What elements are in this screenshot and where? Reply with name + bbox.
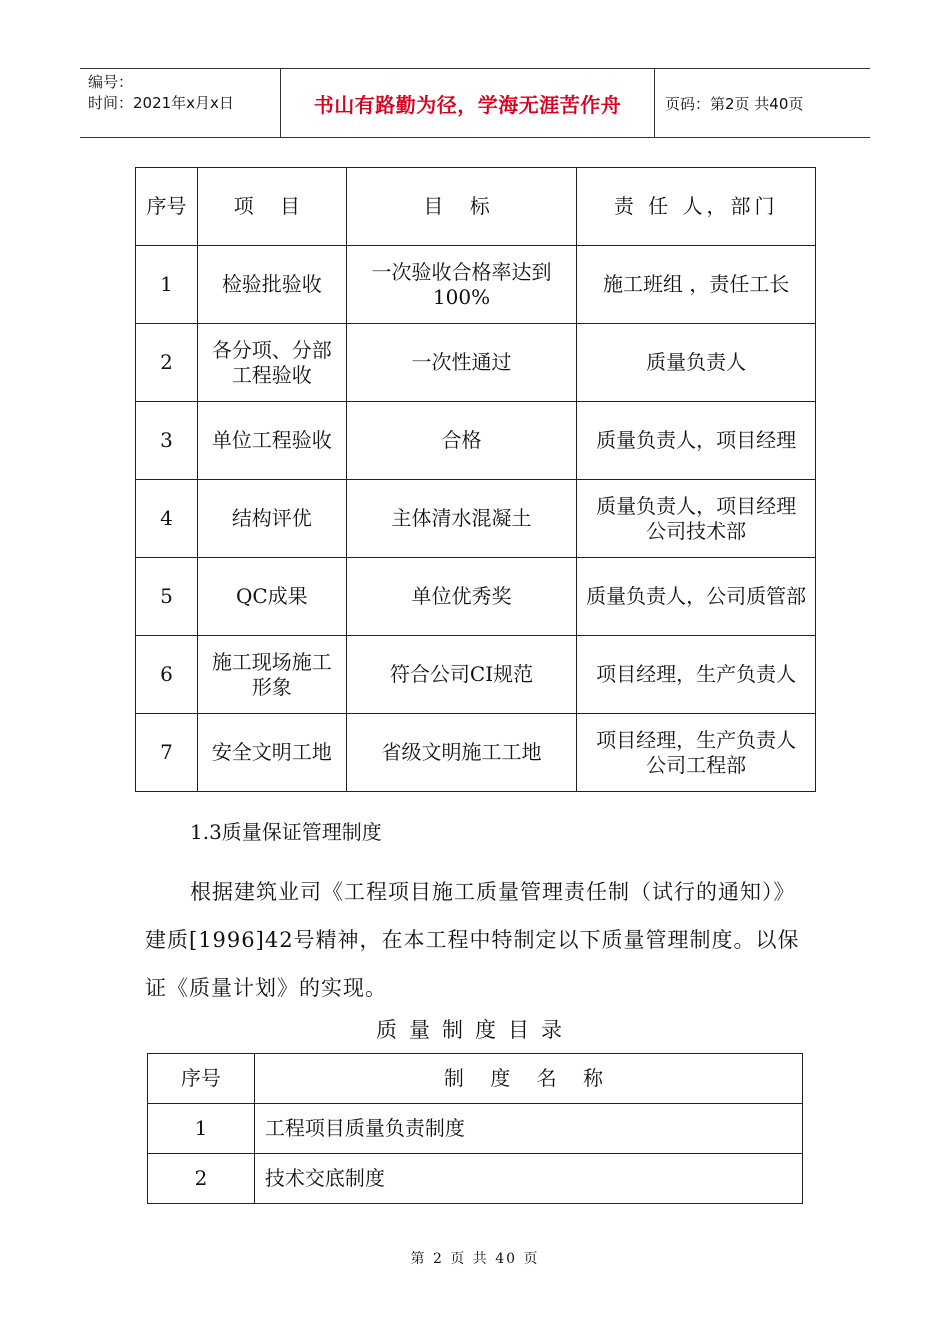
cell-name: 工程项目质量负责制度: [254, 1104, 802, 1154]
cell-item: 安全文明工地: [197, 714, 346, 792]
cell-owner: [577, 480, 816, 558]
cell-item: QC成果: [197, 558, 346, 636]
cell-item: 单位工程验收: [197, 402, 346, 480]
cell-owner: 质量负责人，公司质管部: [577, 558, 816, 636]
header-cell-item: 项 目: [197, 168, 346, 246]
cell-no: 5: [136, 558, 198, 636]
cell-item: 结构评优: [197, 480, 346, 558]
cell-owner: 质量负责人: [577, 324, 816, 402]
cell-target: 主体清水混凝土: [346, 480, 577, 558]
cell-no: 4: [136, 480, 198, 558]
cell-target: 合格: [346, 402, 577, 480]
cell-item: 检验批验收: [197, 246, 346, 324]
cell-no: 6: [136, 636, 198, 714]
header-cell-no: 序号: [136, 168, 198, 246]
header-motto: 书山有路勤为径，学海无涯苦作舟: [281, 69, 655, 137]
time-label: 时间：2021年x月x日: [88, 94, 234, 112]
cell-owner: 质量负责人，项目经理: [577, 402, 816, 480]
header-cell-name: 制 度 名 称: [254, 1054, 802, 1104]
header-meta: [80, 69, 281, 137]
cell-name: 技术交底制度: [254, 1154, 802, 1204]
table-header-row: [136, 168, 816, 246]
cell-owner: 施工班组 ，责任工长: [577, 246, 816, 324]
table-row: [148, 1154, 803, 1204]
cell-owner-line1: 项目经理，生产负责人: [596, 727, 797, 752]
cell-no: 7: [136, 714, 198, 792]
cell-target: 省级文明施工工地: [346, 714, 577, 792]
header-cell-no: 序号: [148, 1054, 255, 1104]
cell-no: 2: [148, 1154, 255, 1204]
table-header-row: [148, 1054, 803, 1104]
body-paragraph: 根据建筑业司《工程项目施工质量管理责任制（试行的通知）》建质[1996]42号精神，在本工程中特制定以下质量管理制度。以保证《质量计划》的实现。: [145, 880, 800, 1000]
table-row: [136, 636, 816, 714]
table-row: [136, 246, 816, 324]
cell-target: 符合公司CI规范: [346, 636, 577, 714]
cell-no: 2: [136, 324, 198, 402]
cell-target: 一次性通过: [346, 324, 577, 402]
cell-no: 3: [136, 402, 198, 480]
cell-owner: 项目经理，生产负责人: [577, 636, 816, 714]
cell-no: 1: [136, 246, 198, 324]
quality-target-table: [135, 167, 816, 792]
cell-item: 各分项、分部工程验收: [197, 324, 346, 402]
cell-target: 一次验收合格率达到100%: [346, 246, 577, 324]
table-row: [136, 324, 816, 402]
cell-owner-line2: 公司技术部: [646, 518, 747, 543]
page-header: [80, 68, 870, 138]
table-row: [136, 402, 816, 480]
table-row: [148, 1104, 803, 1154]
header-cell-owner: 责 任 人，部门: [577, 168, 816, 246]
cell-owner-line1: 质量负责人，项目经理: [596, 493, 797, 518]
section-title: 1.3质量保证管理制度: [190, 820, 382, 844]
page-footer: 第 2 页 共 40 页: [410, 1251, 540, 1267]
cell-no: 1: [148, 1104, 255, 1154]
code-label: 编号：: [88, 73, 134, 91]
toc-table: [147, 1053, 803, 1204]
header-page-info: 页码：第2页 共40页: [665, 94, 804, 113]
cell-owner-line2: 公司工程部: [646, 752, 747, 777]
toc-title: 质量制度目录: [376, 1018, 574, 1042]
cell-owner: [577, 714, 816, 792]
cell-item: 施工现场施工形象: [197, 636, 346, 714]
table-row: [136, 558, 816, 636]
header-cell-target: 目 标: [346, 168, 577, 246]
cell-target: 单位优秀奖: [346, 558, 577, 636]
table-row: [136, 480, 816, 558]
table-row: [136, 714, 816, 792]
